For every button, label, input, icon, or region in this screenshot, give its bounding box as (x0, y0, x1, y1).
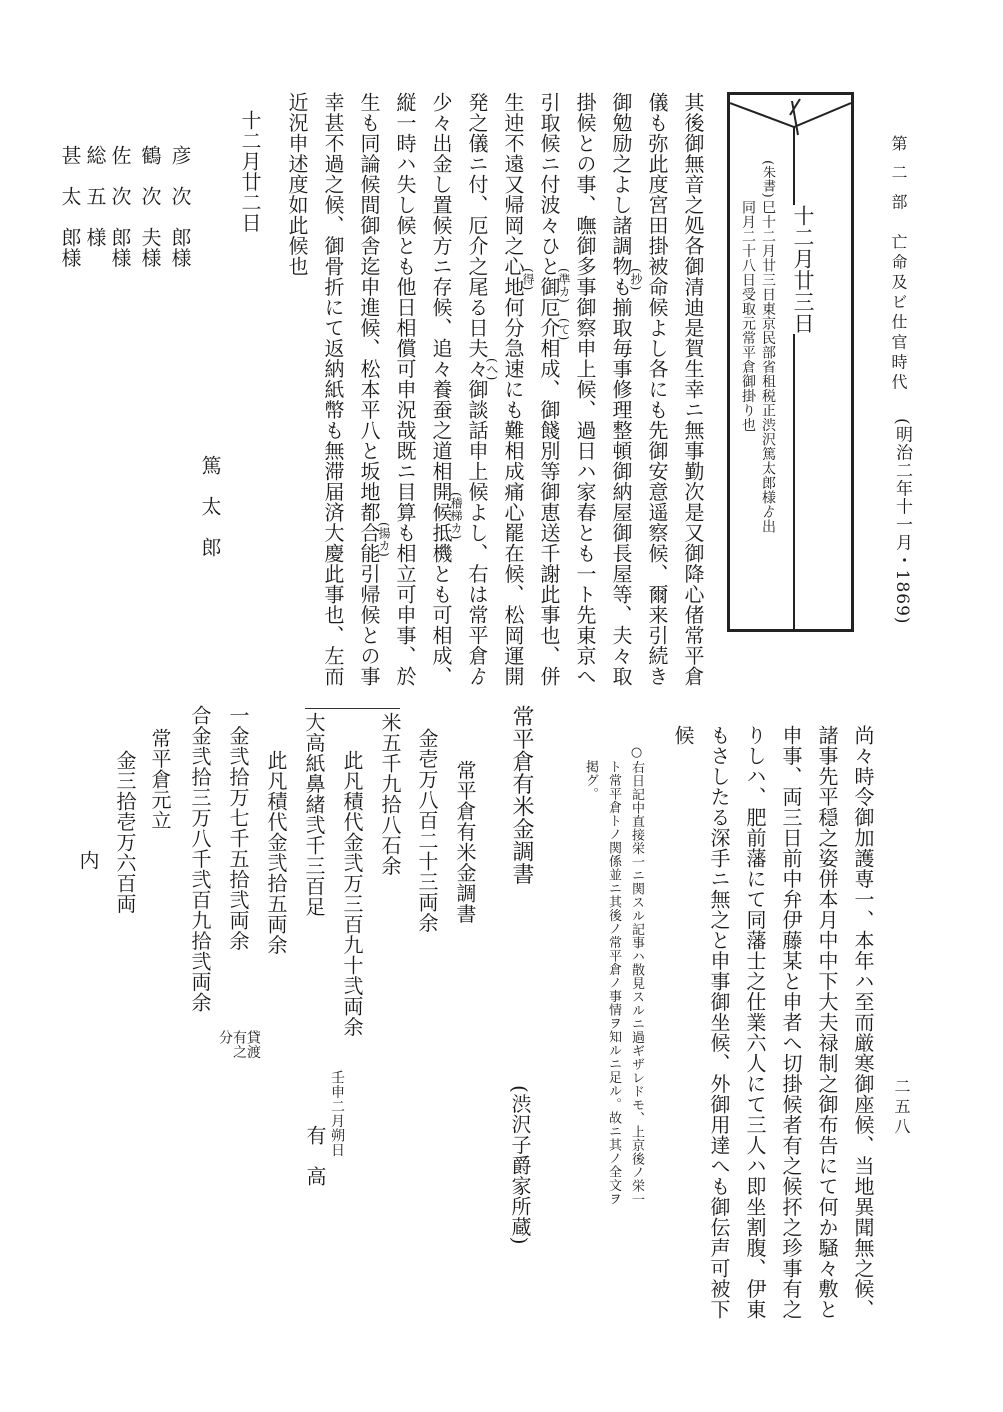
editor-note-line-1: ○右日記中直接栄一ニ関スル記事ハ散見スルニ過ギザレドモ、上京後ノ栄一 (629, 745, 644, 1206)
annotation-2: (準カ) (557, 268, 571, 304)
document-item-7: 合金弐拾三万八千弐百九拾弐両余 (188, 705, 212, 1013)
document-source: (渋沢子爵家所蔵) (508, 1085, 532, 1246)
addressee-3: 佐 次 郎様 (108, 145, 132, 268)
letter-sender: 篤 太 郎 (198, 455, 222, 558)
postscript-line-1: 尚々時令御加護専一、本年ハ至而厳寒御座候、当地異聞無之候、 (851, 725, 875, 1320)
annotation-7: (揚カ) (377, 522, 391, 558)
letter-line-12: 近況申述度如此候也 (285, 92, 309, 277)
postscript-line-2: 諸事先平穏之姿併本月中中下大夫禄制之御布告にて何か騒々敷と (815, 725, 839, 1320)
addressee-5: 甚 太 郎様 (58, 145, 82, 268)
postscript-line-4: りしハ、肥前藩にて同藩士之仕業六人にて三人ハ即坐割腹、伊東 (743, 725, 767, 1320)
document-item-3: 此凡積代金弐万三百九十弐両余 (340, 750, 364, 1037)
document-signer: 有 高 (303, 1125, 327, 1187)
document-origin: 常平倉元立 (148, 728, 172, 831)
document-item-5: 此凡積代金弐拾五両余 (264, 750, 288, 955)
envelope-note-line2: 同月二十八日受取元常平倉御掛り也 (740, 200, 756, 432)
document-item-6: 一金弐拾万七千五拾弐両余 (226, 705, 250, 951)
letter-line-8: 少々出金し置候方ニ存候、追々養蚕之道相開候抵機とも可相成、 (429, 92, 453, 687)
letter-line-10: 生も同論候間御舎迄申進候、松本平八と坂地都合能引帰候との事 (357, 92, 381, 687)
envelope-note-line1: 巳十二月廿三日東京民部省租税正渋沢篤太郎様ゟ出 (760, 200, 776, 534)
postscript-line-6: 候 (671, 725, 695, 746)
envelope-note-head: (朱書) (760, 160, 775, 199)
addressee-2: 鶴 次 夫様 (138, 145, 162, 268)
document-item-2: 米五千九拾八石余 (378, 712, 402, 876)
letter-line-3: 御勉励之よし諸調物も揃取毎事修理整頓御納屋御長屋等、夫々取 (609, 92, 633, 687)
editor-note-line-3: 掲グ。 (583, 760, 598, 801)
document-date: 壬申二月朔日 (329, 1070, 345, 1157)
letter-line-5: 引取候ニ付波々ひと御厄介相成、御餞別等御恵送千謝此事也、併 (537, 92, 561, 687)
header-period: (明治二年十一月・1869) (892, 418, 912, 625)
annotation-6: (稽梯カ) (449, 492, 463, 540)
postscript-line-5: もさしたる深手ニ無之と申事御坐候、外御用達へも御伝声可被下 (707, 725, 731, 1320)
document-total: 金三拾壱万六百両 (113, 750, 137, 914)
brace-line (305, 708, 400, 709)
editor-note-line-2: ト常平倉トノ関係並ニ其後ノ常平倉ノ事情ヲ知ルニ足ル。故ニ其ノ全文ヲ (606, 760, 621, 1206)
letter-date: 十二月廿二日 (238, 110, 262, 233)
annotation-5: (へ) (485, 358, 499, 381)
document-title: 常平倉有米金調書 (509, 705, 534, 885)
document-item-4: 大高紙鼻緒弐千三百足 (302, 712, 326, 917)
letter-line-9: 縦一時ハ失し候とも他日相償可申況哉既ニ目算も相立可申事、於 (393, 92, 417, 687)
letter-line-2: 儀も弥此度宮田掛被命候よし各にも先御安意遥察候、爾来引続き (645, 92, 669, 687)
addressee-4: 総 五 様 (83, 145, 107, 248)
annotation-3: (て) (557, 318, 571, 341)
letter-line-1: 其後御無音之処各御清迪是賀生幸ニ無事勤次是又御降心偖常平倉 (681, 92, 705, 687)
envelope-date: 十二月廿三日 (791, 205, 815, 334)
letter-line-6: 生迚不遠又帰岡之心地何分急速にも難相成痛心罷在候、松岡運開 (501, 92, 525, 687)
lend-note: 貸渡有之分 (217, 1030, 261, 1059)
letter-line-7: 発之儀ニ付、厄介之尾る日夫々御談話申上候よし、右は常平倉ゟ (465, 92, 489, 687)
letter-line-4: 掛候との事、嘸御多事御察申上候、過日ハ家春とも一ト先東京へ (573, 92, 597, 687)
postscript-line-3: 申事、両三日前中弁伊藤某と申者へ切掛候者有之候抔之珍事有之 (779, 725, 803, 1320)
annotation-1: (抄) (629, 268, 643, 291)
page-number: 二五八 (892, 1078, 911, 1138)
letter-line-11: 幸甚不過之候、御骨折にて返納紙幣も無滞届済大慶此事也、左而 (321, 92, 345, 687)
document-subtitle: 常平倉有米金調書 (453, 760, 477, 924)
addressee-1: 彦 次 郎様 (168, 145, 192, 268)
header-part: 第 二 部 亡命及ビ仕官時代 (889, 135, 908, 394)
document-item-1: 金壱万八百二十三両余 (415, 728, 439, 933)
document-inner: 内 (76, 850, 100, 871)
annotation-4: (得) (521, 268, 535, 291)
